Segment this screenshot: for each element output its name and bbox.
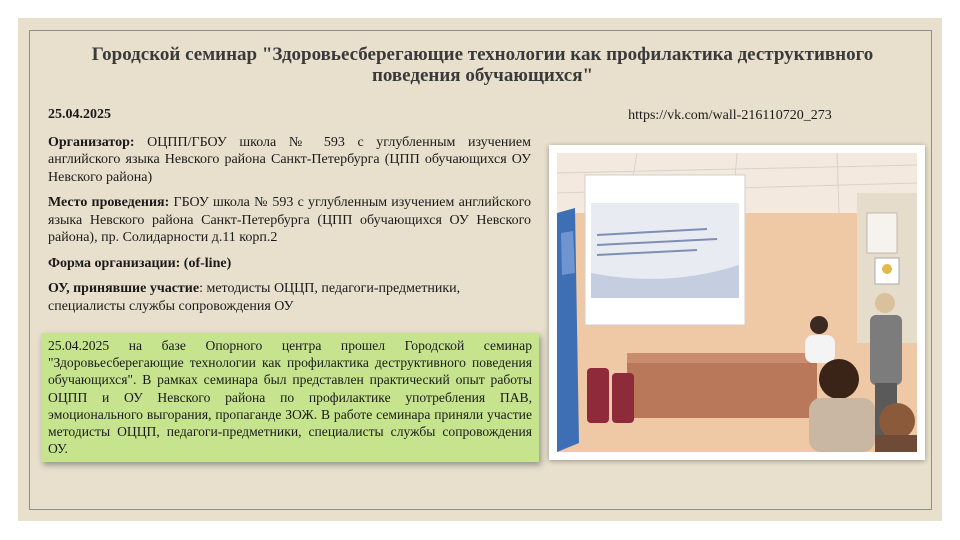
venue-text: ГБОУ школа № 593 с углубленным изучением английского языка Невского района Санкт-Петербурга (ЦПП обучающихся ОУ Невского района), пр. Солидарности д.11 корп.2 [48, 195, 531, 245]
organizer-text: ОЦПП/ГБОУ школа № 593 с углубленным изучением английского языка Невского района Санкт-Петербурга (ЦПП обучающихся ОУ Невского района) [48, 134, 531, 185]
participants-label: ОУ, принявшие участие [48, 281, 200, 296]
summary-box: 25.04.2025 на базе Опорного центра прошел Городской семинар "Здоровьесберегающие технологии как профилактика деструктивного поведения обучающихся". В рамках семинара был представлен практический опыт работы ОЦПП и ОУ Невского района по профилактике употребления ПАВ, эмоционального выгорания, пропаганде ЗОЖ. В работе семинара приняли участие методисты ОЦЦП, педагоги-предметники, специалисты службы сопровождения ОУ. [41, 333, 539, 462]
page-title: Городской семинар "Здоровьесберегающие технологии как профилактика деструктивного поведения обучающихся" [91, 44, 874, 86]
format-label: Форма организации: (of-line) [48, 255, 232, 271]
participants-text: : методисты ОЦЦП, педагоги-предметники, специалисты службы сопровождения ОУ [48, 281, 461, 314]
event-photo [549, 145, 925, 460]
seminar-room-photo [557, 153, 917, 452]
organizer-paragraph [48, 134, 531, 187]
venue-label: Место проведения: [48, 195, 170, 210]
participants-paragraph [48, 280, 531, 315]
venue-paragraph [48, 194, 531, 247]
event-date: 25.04.2025 [48, 107, 111, 122]
source-link[interactable]: https://vk.com/wall-216110720_273 [628, 108, 832, 123]
format-paragraph [48, 255, 531, 273]
organizer-label: Организатор: [48, 134, 135, 150]
event-details [48, 106, 531, 323]
